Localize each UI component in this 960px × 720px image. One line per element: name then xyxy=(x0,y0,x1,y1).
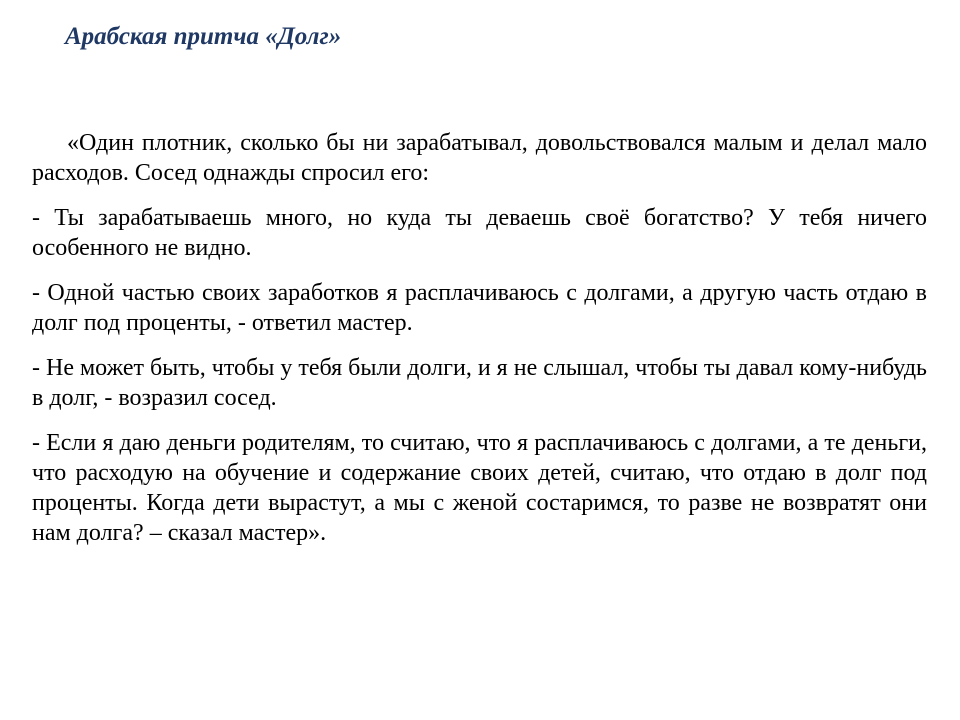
paragraph-intro: «Один плотник, сколько бы ни зарабатывал, довольствовался малым и делал мало расходов. Сосед однажды спросил его: xyxy=(32,130,927,186)
parable-text xyxy=(32,128,927,563)
paragraph-neighbor-objection: - Не может быть, чтобы у тебя были долги, и я не слышал, чтобы ты давал кому-нибудь в долг, - возразил сосед. xyxy=(32,355,927,411)
paragraph-neighbor-question: - Ты зарабатываешь много, но куда ты деваешь своё богатство? У тебя ничего особенного не видно. xyxy=(32,205,927,261)
paragraph-master-answer: - Одной частью своих заработков я расплачиваюсь с долгами, а другую часть отдаю в долг под проценты, - ответил мастер. xyxy=(32,280,927,336)
paragraph-master-explanation: - Если я даю деньги родителям, то считаю, что я расплачиваюсь с долгами, а те деньги, что расходую на обучение и содержание своих детей, считаю, что отдаю в долг под проценты. Когда дети вырастут, а мы с женой состаримся, то разве не возвратят они нам долга? – сказал мастер». xyxy=(32,430,927,546)
slide-title: Арабская притча «Долг» xyxy=(65,23,342,50)
